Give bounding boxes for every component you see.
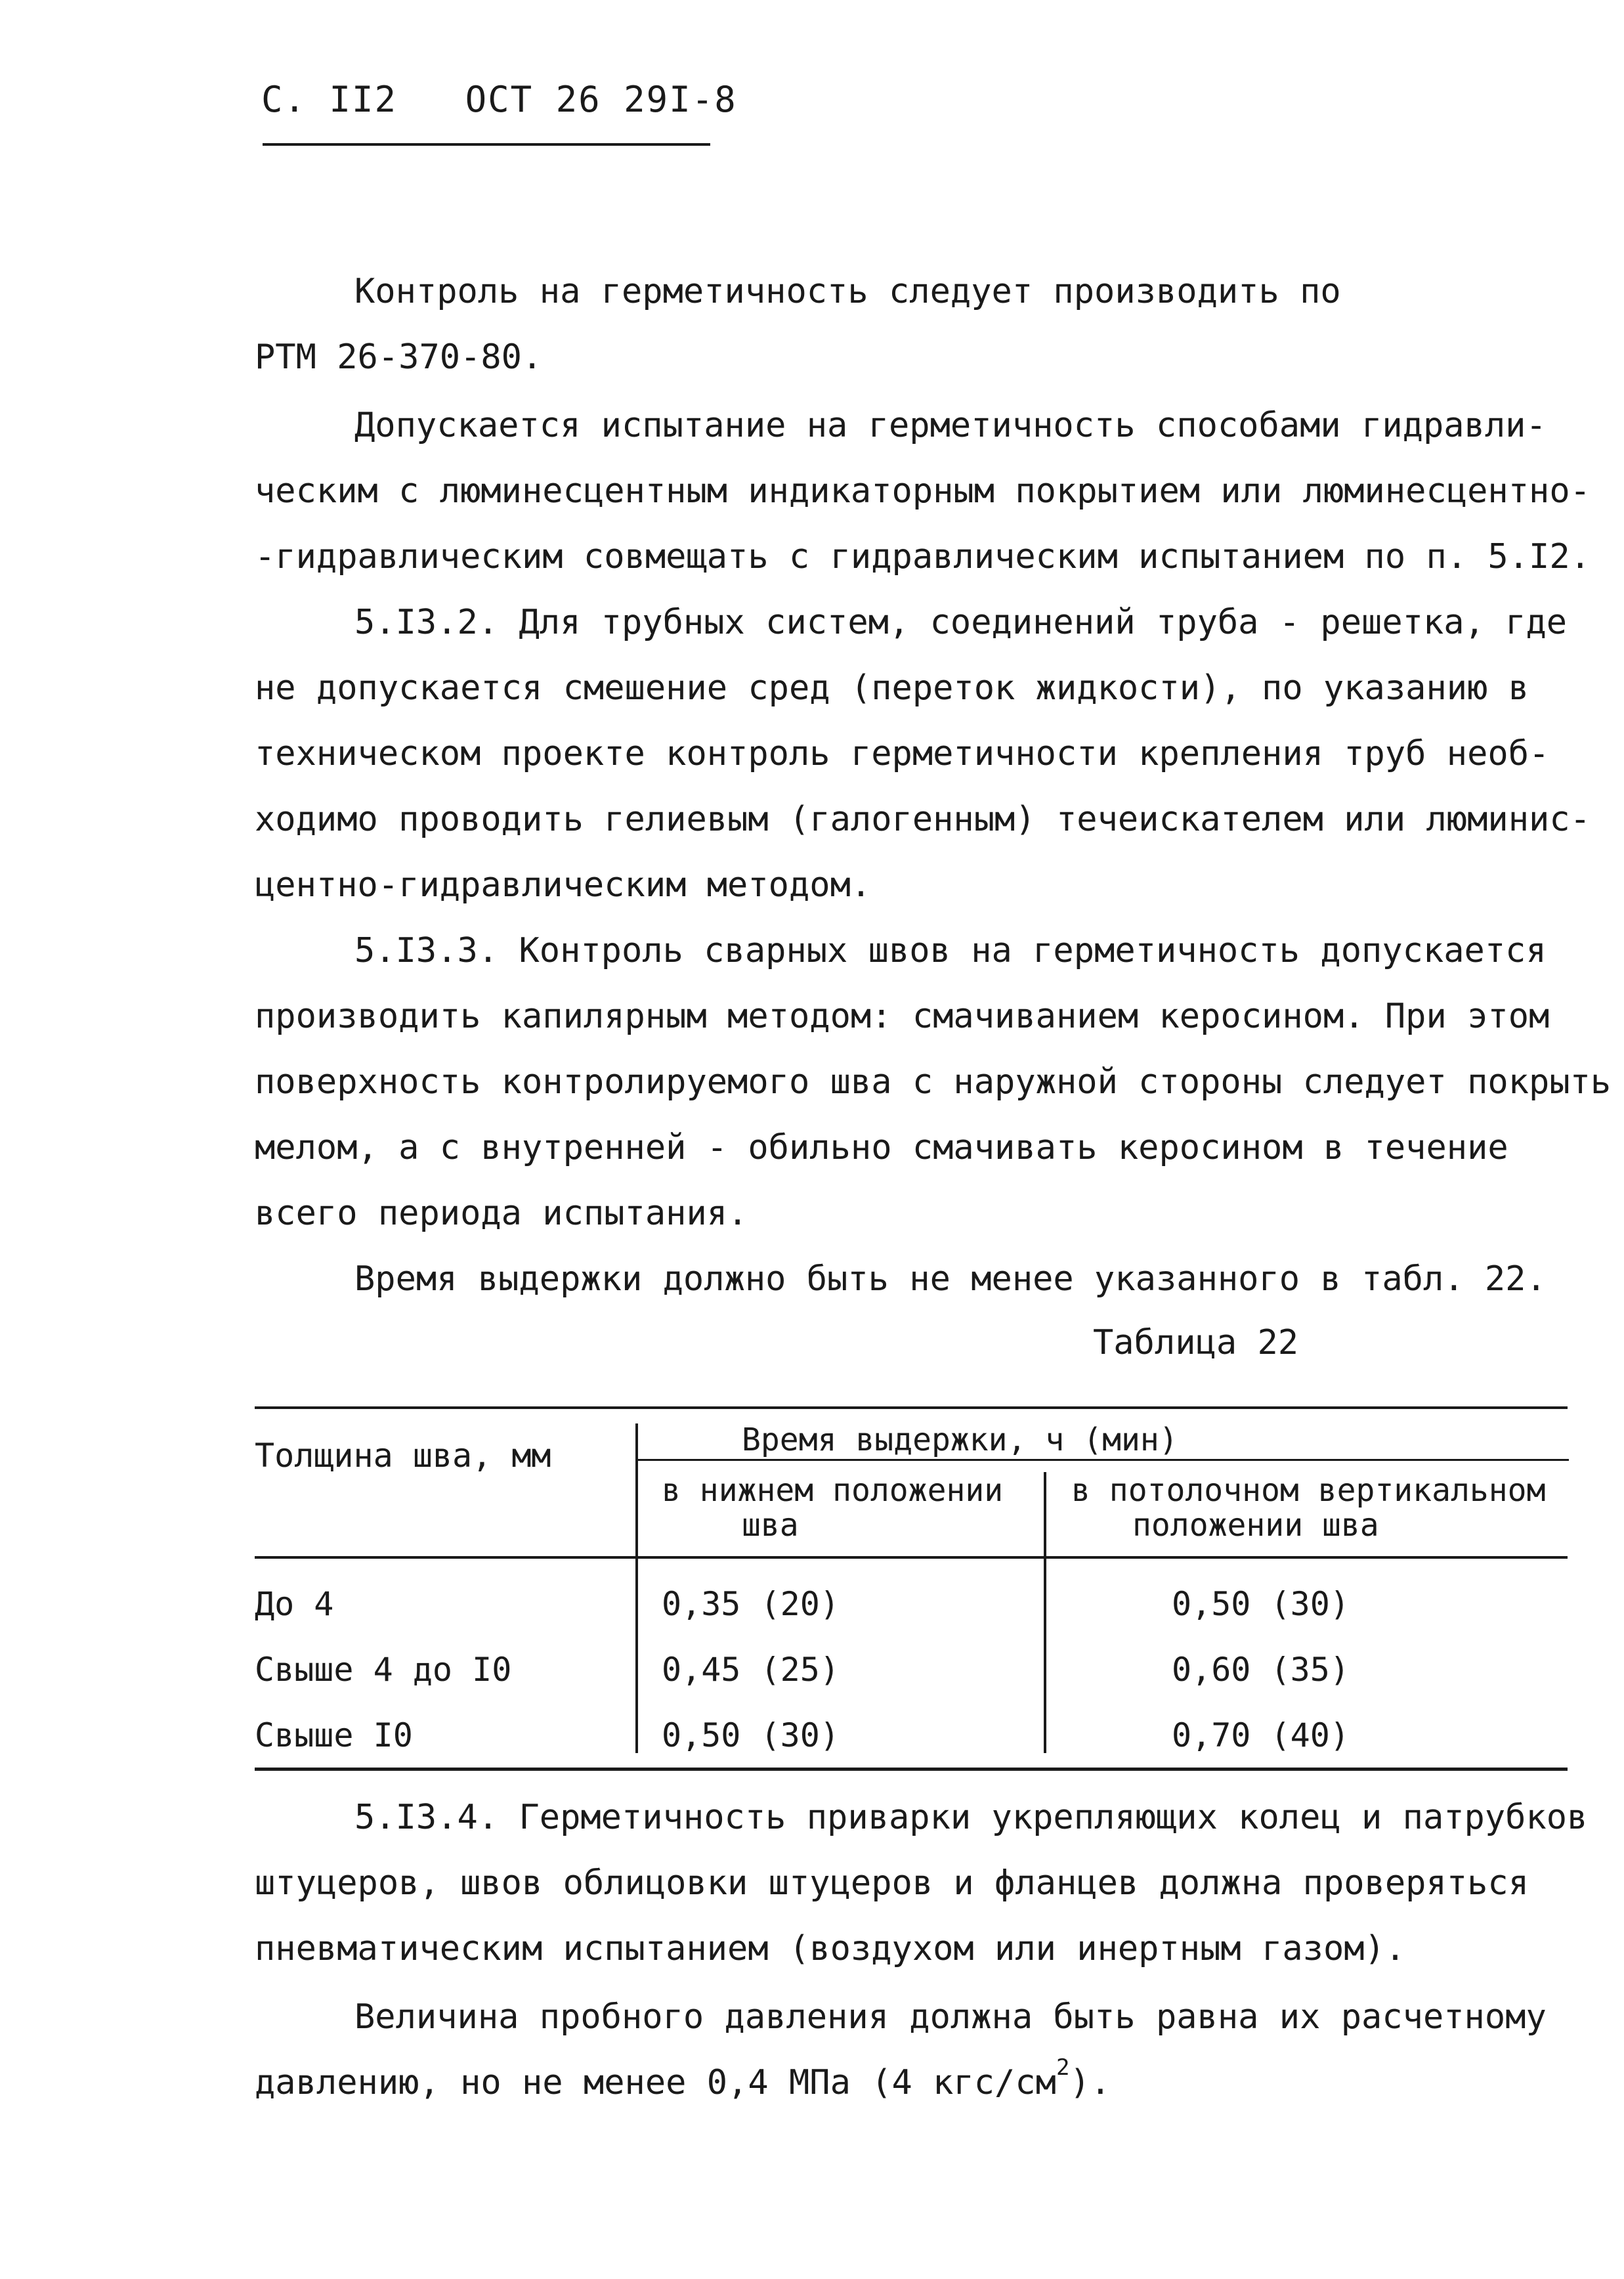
table-column-divider	[1044, 1472, 1046, 1753]
column-header-lower-line2: шва	[742, 1507, 799, 1544]
table-caption: Таблица 22	[1093, 1323, 1299, 1362]
table-cell-lower: 0,50 (30)	[662, 1716, 840, 1754]
header-bottom-rule	[255, 1556, 1568, 1559]
table-column-divider	[635, 1423, 638, 1753]
column-header-ceiling: в потолочном вертикальном	[1071, 1472, 1546, 1509]
text-line: не допускается смешение сред (переток жидкости), по указанию в	[255, 668, 1529, 708]
text-line: штуцеров, швов облицовки штуцеров и фланцев должна проверяться	[255, 1863, 1529, 1903]
superscript: 2	[1056, 2054, 1070, 2081]
table-cell-thickness: Свыше I0	[255, 1716, 413, 1754]
table-cell-lower: 0,35 (20)	[662, 1585, 840, 1623]
column-header-lower: в нижнем положении	[662, 1472, 1004, 1509]
table-cell-thickness: Свыше 4 до I0	[255, 1651, 512, 1689]
text-line: производить капилярным методом: смачиванием керосином. При этом	[255, 997, 1550, 1036]
text-line: РТМ 26-370-80.	[255, 337, 543, 377]
text-line: Допускается испытание на герметичность способами гидравли-	[354, 406, 1547, 445]
table-top-rule	[255, 1406, 1568, 1409]
text-line: пневматическим испытанием (воздухом или инертным газом).	[255, 1929, 1406, 1968]
table-bottom-rule	[255, 1768, 1568, 1771]
column-header-ceiling-line2: положении шва	[1132, 1507, 1379, 1544]
text-segment: ).	[1069, 2063, 1111, 2102]
text-line: Контроль на герметичность следует производить по	[354, 272, 1341, 311]
text-line: мелом, а с внутренней - обильно смачивать керосином в течение	[255, 1128, 1508, 1167]
table-cell-lower: 0,45 (25)	[662, 1651, 840, 1689]
text-line: поверхность контролируемого шва с наружной стороны следует покрыть	[255, 1062, 1612, 1102]
text-line: -гидравлическим совмещать с гидравлическим испытанием по п. 5.I2.	[255, 537, 1591, 576]
text-line: ческим с люминесцентным индикаторным покрытием или люминесцентно-	[255, 471, 1591, 511]
table-cell-ceiling: 0,50 (30)	[1172, 1585, 1350, 1623]
page-header: С. II2 ОСТ 26 29I-8	[261, 79, 737, 120]
text-line: 5.I3.2. Для трубных систем, соединений труба - решетка, где	[354, 603, 1568, 642]
text-line: Время выдержки должно быть не менее указанного в табл. 22.	[354, 1259, 1547, 1299]
group-header-hold-time: Время выдержки, ч (мин)	[742, 1422, 1178, 1458]
group-header-rule	[637, 1459, 1569, 1461]
text-line: Величина пробного давления должна быть равна их расчетному	[354, 1997, 1547, 2037]
table-cell-thickness: До 4	[255, 1585, 334, 1623]
text-line: техническом проекте контроль герметичности крепления труб необ-	[255, 734, 1550, 773]
text-line: центно-гидравлическим методом.	[255, 865, 872, 905]
text-line	[255, 2054, 1111, 2102]
header-underline	[263, 143, 710, 146]
column-header-thickness: Толщина шва, мм	[255, 1437, 551, 1475]
table-cell-ceiling: 0,60 (35)	[1172, 1651, 1350, 1689]
table-cell-ceiling: 0,70 (40)	[1172, 1716, 1350, 1754]
text-line: 5.I3.3. Контроль сварных швов на герметичность допускается	[354, 931, 1547, 970]
text-segment: давлению, но не менее 0,4 МПа (4 кгс/см	[255, 2063, 1056, 2102]
text-line: всего периода испытания.	[255, 1194, 748, 1233]
text-line: ходимо проводить гелиевым (галогенным) течеискателем или люминис-	[255, 800, 1591, 839]
text-line: 5.I3.4. Герметичность приварки укрепляющих колец и патрубков	[354, 1798, 1588, 1837]
